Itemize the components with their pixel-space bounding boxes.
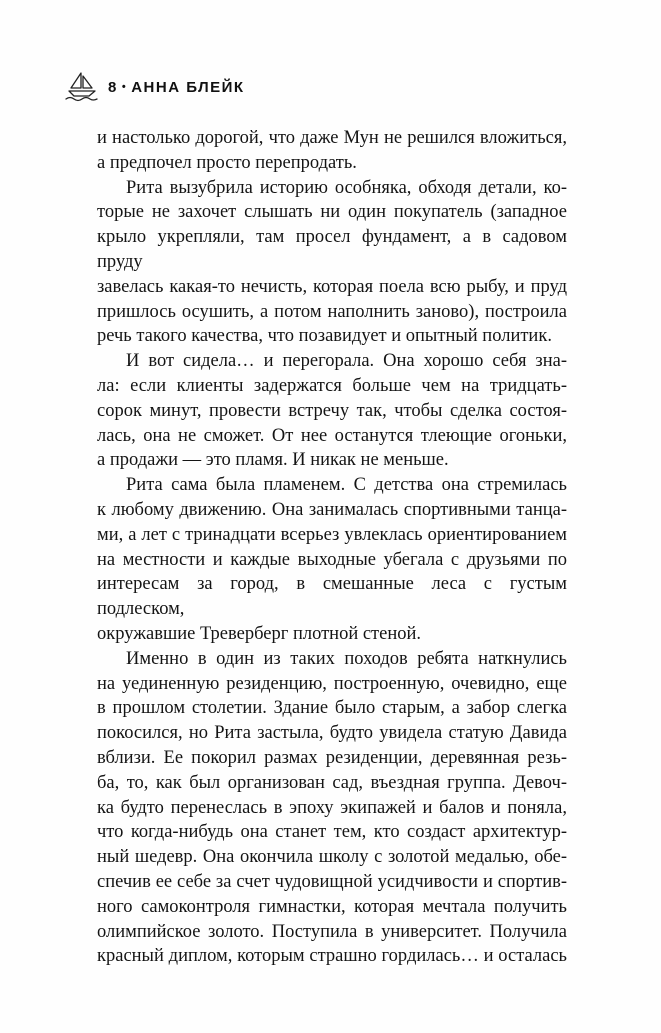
text-line: ба, то, как был организован сад, въездная группа. Девоч- bbox=[97, 772, 567, 793]
text-line: ного самоконтроля гимнастки, которая мечтала получить bbox=[97, 896, 567, 917]
text-line: ка будто перенеслась в эпоху экипажей и балов и поняла, bbox=[97, 797, 567, 818]
text-line: олимпийское золото. Поступила в университет. Получила bbox=[97, 921, 567, 942]
paragraph bbox=[97, 349, 567, 473]
text-line: к любому движению. Она занималась спортивными танца- bbox=[97, 499, 567, 520]
text-line: ла: если клиенты задержатся больше чем на тридцать- bbox=[97, 375, 567, 396]
text-line: Рита сама была пламенем. С детства она стремилась bbox=[126, 475, 567, 496]
text-line: покосился, но Рита застыла, будто увидела статую Давида bbox=[97, 723, 567, 744]
text-line: спечив ее себе за счет чудовищной усидчивости и спортив- bbox=[97, 871, 567, 892]
page-body bbox=[97, 126, 567, 969]
text-line: Именно в один из таких походов ребята наткнулись bbox=[126, 648, 567, 669]
text-line: пришлось осушить, а потом наполнить заново), построила bbox=[97, 301, 567, 322]
text-line: а продажи — это пламя. И никак не меньше. bbox=[97, 450, 449, 471]
text-line: в прошлом столетии. Здание было старым, а забор слегка bbox=[97, 698, 567, 719]
text-line: и настолько дорогой, что даже Мун не решился вложиться, bbox=[97, 128, 567, 148]
paragraph bbox=[97, 473, 567, 647]
page-number: 8 bbox=[108, 78, 118, 96]
author-name: АННА БЛЕЙК bbox=[131, 78, 245, 96]
text-line: что когда-нибудь она станет тем, кто создаст архитектур- bbox=[97, 822, 567, 843]
text-line: сорок минут, провести встречу так, чтобы сделка состоя- bbox=[97, 400, 567, 421]
text-line: интересам за город, в смешанные леса с густым подлеском, bbox=[97, 574, 567, 620]
text-line: на местности и каждые выходные убегала с друзьями по bbox=[97, 549, 567, 570]
sailboat-icon bbox=[64, 70, 100, 102]
header-separator-dot: • bbox=[121, 80, 128, 93]
text-line: лась, она не сможет. От нее останутся тлеющие огоньки, bbox=[97, 425, 567, 446]
running-head-text bbox=[108, 77, 245, 96]
text-line: на уединенную резиденцию, построенную, очевидно, еще bbox=[97, 673, 567, 694]
running-head bbox=[64, 70, 245, 102]
paragraph bbox=[97, 647, 567, 969]
text-line: Рита вызубрила историю особняка, обходя детали, ко- bbox=[126, 177, 567, 198]
text-line: окружавшие Треверберг плотной стеной. bbox=[97, 623, 422, 644]
text-line: красный диплом, которым страшно гордилась… и осталась bbox=[97, 946, 567, 967]
text-line: речь такого качества, что позавидует и опытный политик. bbox=[97, 326, 552, 347]
text-line: торые не захочет слышать ни один покупатель (западное bbox=[97, 202, 567, 223]
paragraph bbox=[97, 176, 567, 350]
text-line: ный шедевр. Она окончила школу с золотой медалью, обе- bbox=[97, 847, 567, 868]
text-line: ми, а лет с тринадцати всерьез увлеклась ориентированием bbox=[97, 524, 567, 545]
text-line: вблизи. Ее покорил размах резиденции, деревянная резь- bbox=[97, 747, 567, 768]
text-line: завелась какая-то нечисть, которая поела всю рыбу, и пруд bbox=[97, 276, 567, 297]
text-line: крыло укрепляли, там просел фундамент, а в садовом пруду bbox=[97, 227, 567, 272]
text-line: И вот сидела… и перегорала. Она хорошо себя зна- bbox=[126, 351, 567, 372]
paragraph bbox=[97, 126, 567, 176]
text-line: а предпочел просто перепродать. bbox=[97, 152, 357, 173]
